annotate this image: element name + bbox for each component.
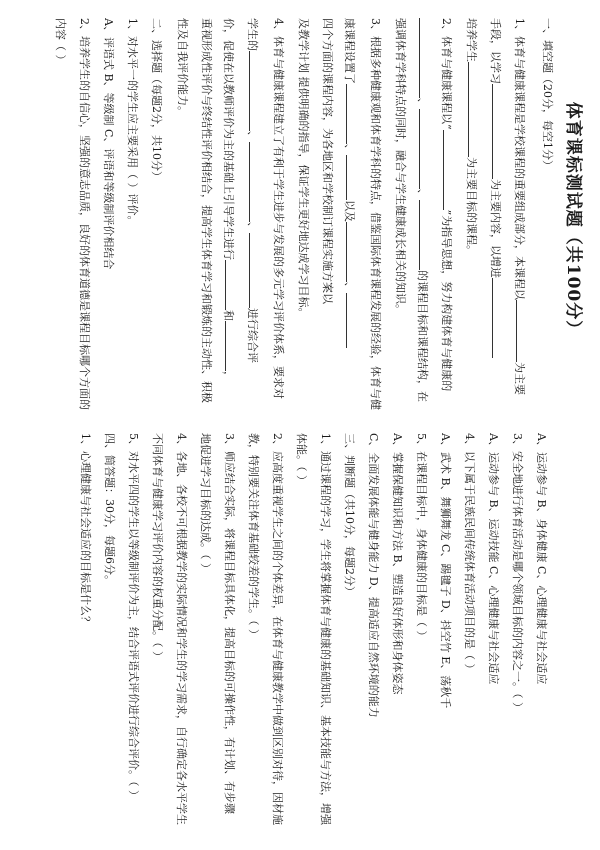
- judge-heading: 三、判断题（共10分，每题2分）: [343, 433, 356, 597]
- fill-q1-line3: [464, 18, 480, 256]
- text-segment: 为主要: [513, 362, 526, 395]
- fill-q4-line1: 4、体育与健康课程建立了有利于学生进步与发展的多元学习评价体系，要求对: [272, 18, 285, 399]
- short-answer-heading: 四、简答题：30分，每题6分。: [103, 433, 116, 586]
- right-line: C、全面发展体能与健身能力 D、提高适应自然环境的能力: [367, 433, 380, 718]
- right-line: 4、各地、各校不可根据教学的实际情况和学生的学习需求，自行确定各水平学生: [175, 433, 188, 825]
- fill-q3-line2: [342, 18, 358, 348]
- right-line: 5、在课程目标中，身体健康的目标是（ ）: [415, 433, 428, 642]
- right-line: 1、心理健康与社会适应的目标是什么？: [79, 433, 92, 627]
- fill-q4-line3: [221, 18, 237, 382]
- text-segment: ，: [222, 371, 235, 382]
- fill-q3-line4: 及教学计划 提供明确的指导，保证学生更好地达成学习目标。: [297, 18, 310, 319]
- text-segment: 2、体育与健康课程以“: [440, 18, 453, 130]
- text-segment: 价，促使在以教师评价为主的基础上引导学生进行: [222, 18, 235, 260]
- right-line: 4、以下属于民族民间传统体育活动项目的是（ ）: [463, 433, 476, 675]
- text-segment: 为主要目标的课程。: [465, 157, 478, 256]
- right-column: [0, 425, 600, 850]
- text-segment: 为主要内容，以增进: [489, 179, 502, 278]
- right-line: 体能。（ ）: [295, 433, 308, 486]
- text-segment: 、: [343, 144, 356, 155]
- answer-blank[interactable]: [225, 260, 237, 310]
- text-segment: 、: [416, 98, 429, 109]
- right-line: 2、应高度重视学生之间的个体差异，在体育与健康教学中做到区别对待，因材施: [271, 433, 284, 825]
- right-line: 3、师应结合实际，将课程目标具体化，提高目标的可操作性，有计划、有步骤: [223, 433, 236, 814]
- text-segment: 1、体育与健康课程是学校课程的重要组成部分，本课程以: [513, 18, 526, 300]
- answer-blank[interactable]: [443, 130, 455, 210]
- text-segment: 培养学生: [465, 18, 478, 62]
- answer-blank[interactable]: [492, 278, 504, 358]
- text-segment: 手段，以学习: [489, 18, 502, 84]
- fill-q1-line2: [488, 18, 504, 358]
- right-line: 地促进学习目标的达成。（ ）: [199, 433, 212, 574]
- text-segment: ”为指导思想，努力构建体育与健康的: [440, 209, 453, 392]
- answer-blank[interactable]: [516, 300, 528, 362]
- answer-blank[interactable]: [249, 233, 261, 308]
- answer-blank[interactable]: [492, 84, 504, 179]
- right-line: A、运动参与 B、运动技能 C、心理健康与社会适应: [487, 433, 500, 685]
- text-segment: 以及: [343, 200, 356, 222]
- fill-q3-line1: 3、根据多种健康观和体育学科的特点，借鉴国际体育课程发展的经验，体育与健: [369, 18, 382, 410]
- text-segment: 进行综合评: [246, 308, 259, 363]
- text-segment: 学生的: [246, 18, 259, 51]
- fill-q3-line3: 四个方面的课程内容，为各地区和学校制订课程实施方案以: [321, 18, 334, 304]
- text-segment: 、: [416, 189, 429, 200]
- text-segment: 、: [246, 222, 259, 233]
- fill-q2-line1: [439, 18, 455, 391]
- answer-blank[interactable]: [419, 200, 431, 270]
- text-segment: 康课程设置了: [343, 18, 356, 84]
- fill-q1-line1: [512, 18, 528, 395]
- answer-blank[interactable]: [468, 62, 480, 157]
- fill-blank-heading: 一、填空题（20分，每空1分）: [541, 18, 554, 171]
- answer-blank[interactable]: [346, 222, 358, 282]
- right-line: 3、安全地进行体育活动是哪个领域目标的内容之一。（ ）: [511, 433, 524, 713]
- right-line: A、武术 B、舞狮舞龙 C、踢毽子 D、抖空竹 E、荡秋千: [439, 433, 452, 709]
- answer-blank[interactable]: [419, 18, 431, 98]
- choice-q1-options: A、评语式 B、等级制 C、评语和等级制评价相结合: [102, 18, 115, 270]
- text-segment: 、: [246, 131, 259, 142]
- choice-q2-line1: 2、培养学生的自信心，坚强的意志品质，良好的体育道德是课程目标哪个方面的: [78, 18, 91, 410]
- right-line: 1、通过课程的学习，学生将掌握体育与健康的基础知识、基本技能与方法，增强: [319, 433, 332, 825]
- right-line: 教，特别要关注体育基础较差的学生。（ ）: [247, 433, 260, 640]
- right-line: A、运动参与 B、身体健康 C、心理健康与社会适应: [535, 433, 548, 685]
- answer-blank[interactable]: [419, 109, 431, 189]
- text-segment: 、: [343, 282, 356, 293]
- right-line: 5、对水平四的学生以等级制评价为主，结合评语式评价进行综合评价。（ ）: [127, 433, 140, 801]
- fill-q4-line4: 重视形成性评价与终结性评价相结合，提高学生体育学习和锻炼的主动性、积极: [200, 18, 213, 403]
- answer-blank[interactable]: [249, 51, 261, 131]
- fill-q2-line3: 强调体育学科特点的同时，融合与学生健康成长相关的知识。: [394, 18, 407, 315]
- answer-blank[interactable]: [346, 84, 358, 144]
- fill-q4-line5: 性及自我评价能力。: [176, 18, 189, 117]
- answer-blank[interactable]: [346, 155, 358, 200]
- choice-q1: 1、对水平一的学生应主要采用（ ）评价。: [126, 18, 139, 227]
- answer-blank[interactable]: [249, 142, 261, 222]
- fill-q4-line2: [245, 18, 261, 363]
- answer-blank[interactable]: [225, 321, 237, 371]
- answer-blank[interactable]: [346, 293, 358, 348]
- page-title: 体育课标测试题（共100分）: [563, 101, 583, 339]
- right-line: A、掌握保健知识和方法 B、塑造良好体形和身体姿态: [391, 433, 404, 695]
- text-segment: 和: [222, 310, 235, 321]
- right-line: 不同体育与健康学习评价内容的权重分配。（ ）: [151, 433, 164, 662]
- fill-q2-line2: [415, 18, 431, 402]
- text-segment: 的课程目标和课程结构，在: [416, 270, 429, 402]
- choice-q2-line2: 内容（ ）: [54, 18, 67, 66]
- choice-heading: 二、选择题（每题2分，共10分）: [150, 18, 163, 182]
